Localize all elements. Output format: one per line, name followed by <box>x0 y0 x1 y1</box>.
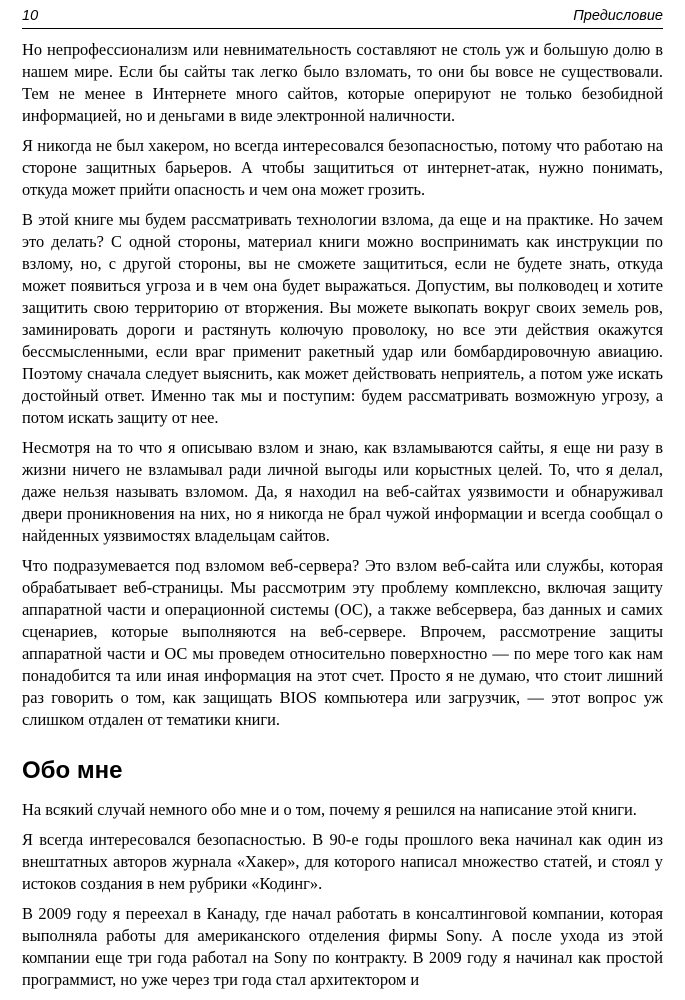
running-title: Предисловие <box>573 8 663 24</box>
paragraph: Я всегда интересовался безопасностью. В 90-е годы прошлого века начинал как один из внештатных авторов журнала «Хакер», для которого написал множество статей, и стоял у истоков создания в нем рубрики «Кодинг». <box>22 830 663 893</box>
paragraph: На всякий случай немного обо мне и о том, почему я решился на написание этой книги. <box>22 800 637 819</box>
section-heading: Обо мне <box>22 757 123 784</box>
paragraph: В 2009 году я переехал в Канаду, где начал работать в консалтинговой компании, которая выполняла работы для американского отделения фирмы Sony. А после ухода из этой компании еще три года работал на Sony по контракту. В 2009 году я начинал как простой программист, но уже через три года стал архитектором и <box>22 904 663 989</box>
paragraph: Несмотря на то что я описываю взлом и знаю, как взламываются сайты, я еще ни разу в жизни ничего не взламывал ради личной выгоды или корыстных целей. То, что я делал, даже нельзя называть взломом. Да, я находил на веб-сайтах уязвимости и обнаруживал двери проникновения на них, но я никогда не брал чужой информации и всегда сообщал о найденных уязвимостях владельцам сайтов. <box>22 438 663 545</box>
body-text <box>22 39 663 999</box>
paragraph: Что подразумевается под взломом веб-сервера? Это взлом веб-сайта или службы, которая обрабатывает веб-страницы. Мы рассмотрим эту проблему комплексно, включая защиту аппаратной части и операционной системы (ОС), а также вебсервера, баз данных и самих сценариев, которые выполняются на веб-сервере. Впрочем, рассмотрение защиты аппаратной части и ОС мы проведем относительно поверхностно — по мере того как нам понадобится та или иная информация на этот счет. Просто я не думаю, что стоит лишний раз говорить о том, как защищать BIOS компьютера или загрузчик, — этот вопрос уж слишком отдален от тематики книги. <box>22 556 663 729</box>
paragraph: Но непрофессионализм или невнимательность составляют не столь уж и большую долю в нашем мире. Если бы сайты так легко было взломать, то они бы вовсе не существовали. Тем не менее в Интернете много сайтов, которые оперируют не только безобидной информацией, но и деньгами в виде электронной наличности. <box>22 40 663 125</box>
page-number: 10 <box>22 8 39 24</box>
paragraph: В этой книге мы будем рассматривать технологии взлома, да еще и на практике. Но зачем это делать? С одной стороны, материал книги можно воспринимать как инструкции по взлому, но, с другой стороны, вы не сможете защититься, если не будете знать, откуда может появиться угроза и в чем она будет выражаться. Допустим, вы полководец и хотите защитить свою территорию от вторжения. Вы можете выкопать вокруг своих земель ров, заминировать дороги и растянуть колючую проволоку, но все эти действия окажутся бессмысленными, если враг применит ракетный удар или бомбардировочную авиацию. Поэтому сначала следует выяснить, как может действовать неприятель, а потом уже искать достойный ответ. Именно так мы и поступим: будем рассматривать возможную угрозу, а потом искать защиту от нее. <box>22 210 663 427</box>
running-header <box>22 6 663 28</box>
paragraph: Я никогда не был хакером, но всегда интересовался безопасностью, потому что работаю на стороне защитных барьеров. А чтобы защититься от интернет-атак, нужно понимать, откуда может прийти опасность и чем она может грозить. <box>22 136 663 199</box>
header-rule <box>22 28 663 29</box>
